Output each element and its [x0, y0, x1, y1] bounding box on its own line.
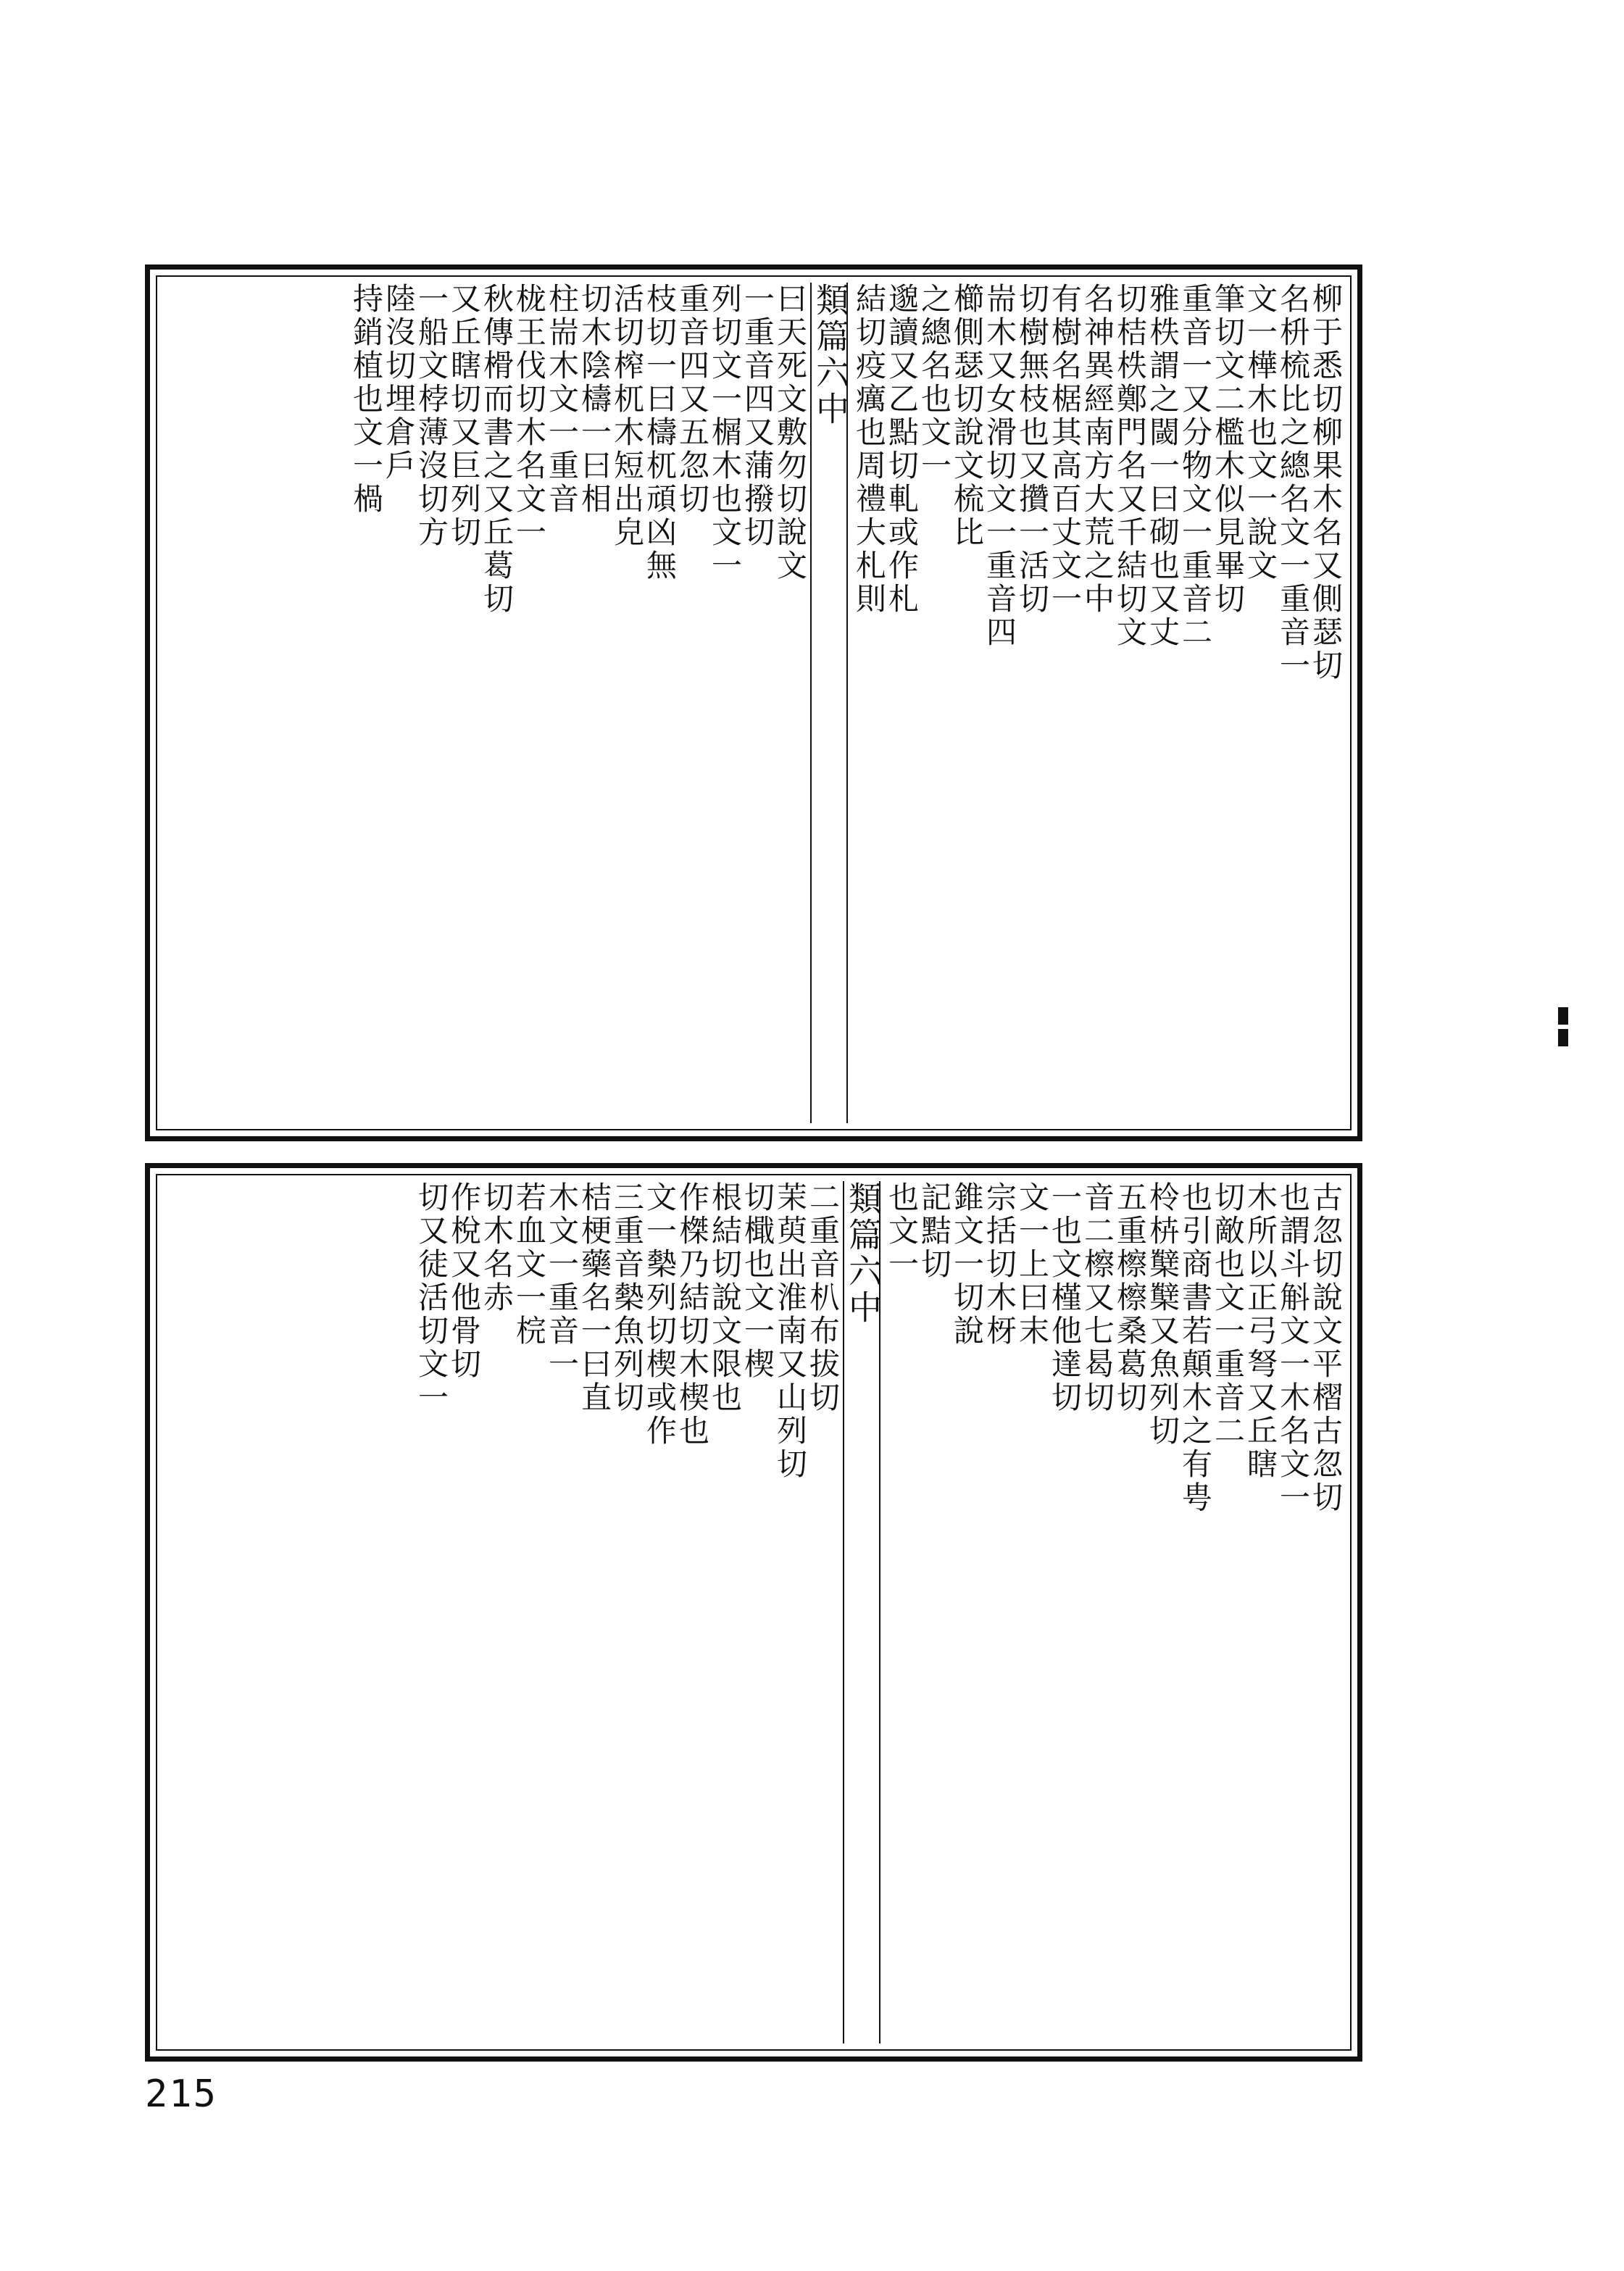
text-column: 陸沒切埋倉戶: [381, 283, 417, 483]
text-column: 活切榨杌木短出皃: [609, 283, 645, 549]
text-column: 切樹無枝也又攢一活切: [1015, 283, 1050, 616]
text-column: 秋傳榾而書之又丘葛切: [479, 283, 515, 616]
text-column: 也引商書若顛木之有甹: [1178, 1181, 1213, 1514]
text-column: 二重音朳布拔切: [805, 1181, 841, 1414]
text-column: 曰天死文敷勿切說文: [773, 283, 808, 583]
text-column: 錐文一切說: [949, 1181, 985, 1348]
text-column: 列切文一榍木也文一: [707, 283, 743, 583]
text-column: 作榤乃結切木楔也: [675, 1181, 710, 1448]
margin-mark: [1558, 1029, 1568, 1046]
text-column: 之總名也文一: [917, 283, 952, 483]
text-column: 木所以正弓弩又丘瞎: [1243, 1181, 1278, 1481]
text-column: 結切疫癘也周禮大札則: [851, 283, 887, 616]
text-column: 古忽切說文平槢古忽切: [1308, 1181, 1344, 1514]
text-column: 櫛側瑟切說文梳比: [949, 283, 985, 549]
text-column: 又丘瞎切又巨列切: [446, 283, 482, 549]
text-column: 柃枿櫱櫱又魚列切: [1145, 1181, 1180, 1448]
margin-mark: [1558, 1007, 1568, 1025]
text-column: 根結切說文限也: [707, 1181, 743, 1414]
text-column: 宗括切木枒: [982, 1181, 1017, 1348]
text-column: 重音四又五忽切: [675, 283, 710, 516]
text-column: 作梲又他骨切: [446, 1181, 482, 1381]
text-column: 有樹名椐其高百丈文一: [1047, 283, 1083, 616]
text-column: 文一槷列切楔或作: [642, 1181, 678, 1448]
text-column: 類篇六中: [843, 1181, 880, 2043]
text-column: 桔梗藥名一曰直: [577, 1181, 612, 1414]
text-column: 切敵也文一重音二: [1210, 1181, 1246, 1448]
text-column: 持銷植也文一楇: [349, 283, 384, 516]
text-column: 文一樺木也文一說文: [1243, 283, 1278, 583]
text-column: 一重音四又蒲撥切: [740, 283, 775, 549]
text-column: 一也文槿他達切: [1047, 1181, 1083, 1414]
text-column: 重音一又分物文一重音二: [1178, 283, 1213, 649]
text-column: 枝切一曰檮杌頑凶無: [642, 283, 678, 583]
text-column: 栊王伐切木名文一: [512, 283, 547, 549]
text-column: 雅柣謂之閾一曰砌也又丈: [1145, 283, 1180, 649]
text-column: 若血文一梡: [512, 1181, 547, 1348]
text-column: 也文一: [884, 1181, 920, 1281]
text-column: 切檝也文一楔: [740, 1181, 775, 1381]
text-column: 茉萸出淮南又山列切: [773, 1181, 808, 1481]
text-column: 記黠切: [917, 1181, 952, 1281]
text-column: 音二檫又七曷切: [1080, 1181, 1115, 1414]
text-column: 柳于悉切柳果木名又側瑟切: [1308, 283, 1344, 683]
text-column: 邈讀又乙點切軋或作札: [884, 283, 920, 616]
upper-columns: [166, 283, 1344, 1123]
text-column: 文一上曰末: [1015, 1181, 1050, 1348]
text-column: 切又徒活切文一: [414, 1181, 449, 1414]
text-column: 筆切文二檻木似見畢切: [1210, 283, 1246, 616]
text-column: 三重音槷魚列切: [609, 1181, 645, 1414]
text-column: 柱耑木文一重音: [544, 283, 580, 516]
upper-text-panel: [145, 264, 1362, 1141]
text-column: 名神異經南方大荒之中: [1080, 283, 1115, 616]
text-column: 切木名赤: [479, 1181, 515, 1314]
text-column: 名枡梳比之總名文一重音一: [1275, 283, 1311, 683]
text-column: 耑木又女滑切文一重音四: [982, 283, 1017, 649]
text-column: 類篇六中: [810, 283, 848, 1123]
text-column: 切木陰檮一曰相: [577, 283, 612, 516]
text-column: 也謂斗斛文一木名文一: [1275, 1181, 1311, 1514]
lower-text-panel: [145, 1163, 1362, 2062]
text-column: 切桔柣鄭門名又千結切文: [1112, 283, 1148, 649]
text-column: 木文一重音一: [544, 1181, 580, 1381]
text-column: 一船文桲薄沒切方: [414, 283, 449, 549]
text-column: 五重檫檫桑葛切: [1112, 1181, 1148, 1414]
page-number: 215: [145, 2072, 217, 2116]
lower-columns: [166, 1181, 1344, 2043]
